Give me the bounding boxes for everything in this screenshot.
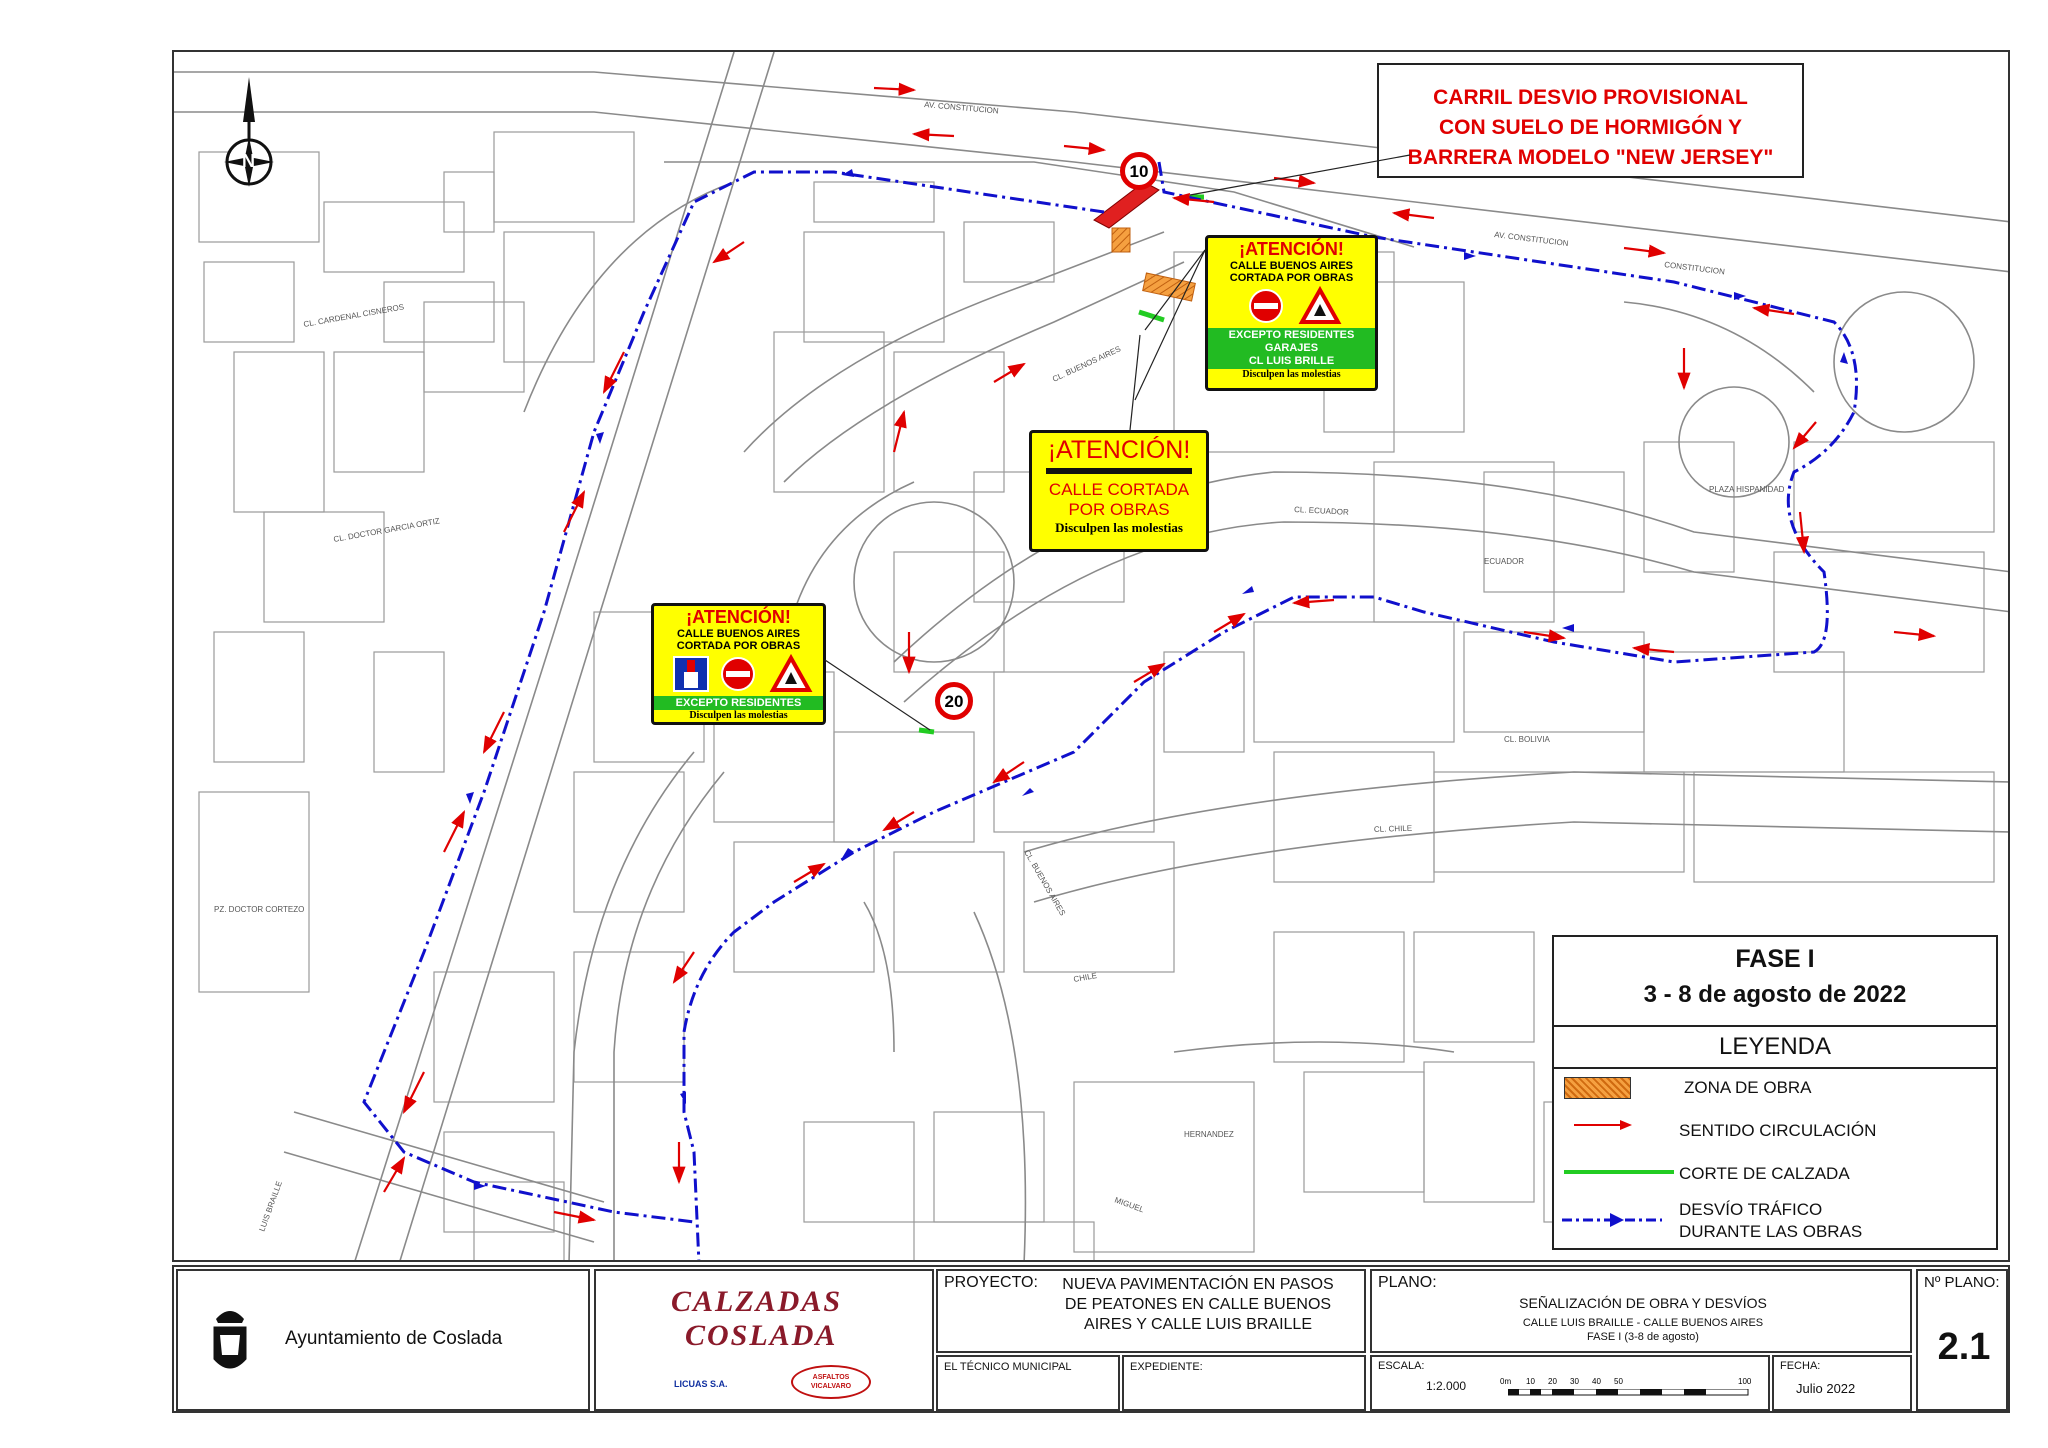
municipality-cell (176, 1269, 590, 1411)
work-zone-swatch (1564, 1077, 1631, 1099)
street-label: CL. BUENOS AIRES (1022, 848, 1068, 918)
street-label: CL. CHILE (1373, 823, 1413, 834)
speed-value: 10 (1129, 162, 1149, 181)
date-cell (1772, 1355, 1912, 1411)
compass-icon (214, 77, 284, 197)
sign-exception-line: EXCEPTO RESIDENTES (1228, 329, 1355, 341)
legend-item-work-zone: ZONA DE OBRA (1684, 1078, 1812, 1097)
street-label: CL. CARDENAL CISNEROS (302, 302, 405, 329)
street-label: CONSTITUCION (1663, 260, 1726, 277)
phase-dates: 3 - 8 de agosto de 2022 (1643, 981, 1907, 1008)
phase-title: FASE I (1735, 945, 1815, 973)
legend-item-closure: CORTE DE CALZADA (1679, 1164, 1850, 1183)
street-label: CL. DOCTOR GARCIA ORTIZ (332, 516, 441, 544)
sign-line: CORTADA POR OBRAS (676, 640, 801, 652)
north-arrow (214, 77, 284, 197)
drawing-title: SEÑALIZACIÓN DE OBRA Y DESVÍOS (1519, 1295, 1767, 1311)
sign-footer: Disculpen las molestias (1055, 520, 1183, 535)
sign-line: CALLE BUENOS AIRES (676, 628, 801, 640)
speed-value: 20 (944, 692, 964, 711)
street-label: MIGUEL (1113, 1195, 1146, 1215)
licuas-logo: LICUAS S.A. (674, 1379, 728, 1389)
scale-label: ESCALA: (1378, 1360, 1425, 1372)
callout-line-1: CARRIL DESVIO PROVISIONAL (1433, 86, 1748, 109)
street-label: HERNANDEZ (1184, 1130, 1234, 1139)
logo-line: CALZADAS (671, 1285, 843, 1318)
sign-title: ¡ATENCIÓN! (1047, 436, 1191, 464)
speed-limit-sign (1120, 152, 1158, 190)
legend-title: LEYENDA (1554, 1025, 1996, 1069)
file-number-cell (1122, 1355, 1366, 1411)
title-block (172, 1265, 2010, 1413)
company-logo-cell (594, 1269, 934, 1411)
sign-bar (1046, 468, 1192, 474)
scale-tick-label: 20 (1548, 1377, 1557, 1386)
detour-line-icon (1562, 1212, 1677, 1228)
street-label: CL. ECUADOR (1293, 505, 1349, 517)
sign-leader (820, 650, 940, 740)
detour-lane-callout (1377, 63, 1804, 178)
sign-exception-line: CL LUIS BRILLE (1248, 355, 1335, 367)
scale-tick-label: 40 (1592, 1377, 1601, 1386)
legend-item-detour-line: DURANTE LAS OBRAS (1679, 1222, 1863, 1241)
scale-tick-label: 50 (1614, 1377, 1623, 1386)
sign-icons (1208, 284, 1375, 328)
street-label: AV. CONSTITUCION (1493, 230, 1569, 249)
scale-tick-label: 10 (1526, 1377, 1535, 1386)
sign-footer: Disculpen las molestias (689, 710, 788, 721)
legend-item-circulation: SENTIDO CIRCULACIÓN (1679, 1121, 1877, 1140)
callout-line-2: CON SUELO DE HORMIGÓN Y (1439, 116, 1742, 139)
callout-leader (1180, 150, 1420, 230)
sign-line: CORTADA POR OBRAS (1229, 272, 1354, 284)
street-label: LUIS BRAILLE (257, 1179, 284, 1233)
municipality-name: Ayuntamiento de Coslada (285, 1328, 503, 1349)
project-cell (936, 1269, 1366, 1353)
company-logo (671, 1285, 871, 1353)
sign-title: ¡ATENCIÓN! (1239, 239, 1344, 259)
sign-footer: Disculpen las molestias (1242, 369, 1341, 380)
street-label: CHILE (1072, 971, 1098, 984)
sign-line: CALLE CORTADA (1048, 480, 1190, 499)
file-number-label: EXPEDIENTE: (1130, 1361, 1203, 1373)
scale-bar-graphic (1508, 1389, 1754, 1397)
callout-line-3: BARRERA MODELO "NEW JERSEY" (1407, 146, 1774, 169)
drawing-subtitle: CALLE LUIS BRAILLE - CALLE BUENOS AIRES (1522, 1317, 1764, 1329)
sign-title: ¡ATENCIÓN! (686, 607, 791, 627)
logo-line: COSLADA (685, 1319, 838, 1352)
drawing-label: PLANO: (1378, 1274, 1437, 1291)
no-entry-icon (1208, 284, 1381, 328)
north-label: N (242, 151, 255, 171)
sign-line: POR OBRAS (1068, 500, 1170, 519)
street-label: CL. BUENOS AIRES (1051, 344, 1123, 384)
street-label-layer (214, 100, 1785, 1233)
street-label: AV. CONSTITUCION (923, 100, 1000, 116)
street-label: PZ. DOCTOR CORTEZO (214, 905, 305, 914)
sign-leader (1120, 330, 1150, 440)
sign-exception-line: GARAJES (1264, 342, 1319, 354)
sign-exception (1208, 328, 1375, 369)
scale-value: 1:2.000 (1426, 1379, 1467, 1393)
street-label: ECUADOR (1484, 557, 1525, 566)
legend-item-detour (1679, 1199, 1862, 1243)
sign-exception: EXCEPTO RESIDENTES (654, 696, 823, 710)
drawing-number: 2.1 (1937, 1326, 1991, 1368)
scale-tick-label: 100 (1738, 1377, 1752, 1386)
scale-cell (1370, 1355, 1770, 1411)
scale-bar (1500, 1377, 1760, 1407)
coat-of-arms-icon (208, 1301, 252, 1381)
scale-tick-label: 30 (1570, 1377, 1579, 1386)
technician-label: EL TÉCNICO MUNICIPAL (944, 1361, 1072, 1373)
legend-item-detour-line: DESVÍO TRÁFICO (1679, 1200, 1823, 1219)
technician-cell (936, 1355, 1120, 1411)
street-label: CL. BOLIVIA (1504, 735, 1550, 744)
legend-box (1552, 935, 1998, 1250)
street-closed-sign (1029, 430, 1209, 552)
drawing-phase: FASE I (3-8 de agosto) (1587, 1331, 1699, 1343)
road-signs-icon (654, 652, 829, 696)
sign-line: CALLE BUENOS AIRES (1229, 260, 1354, 272)
project-title-line: DE PEATONES EN CALLE BUENOS (1064, 1296, 1332, 1313)
asfaltos-text: ASFALTOS VICALVARO (810, 1374, 852, 1390)
speed-limit-sign (935, 682, 973, 720)
closure-sign-top (1205, 235, 1378, 391)
closure-swatch (1564, 1170, 1674, 1174)
project-title-line: AIRES Y CALLE LUIS BRAILLE (1084, 1316, 1312, 1333)
drawing-number-label: Nº PLANO: (1924, 1274, 2000, 1291)
sign-icons (654, 652, 823, 696)
scale-tick-label: 0m (1500, 1377, 1512, 1386)
date-value: Julio 2022 (1796, 1381, 1856, 1396)
date-label: FECHA: (1780, 1360, 1821, 1372)
closure-sign-left (651, 603, 826, 725)
drawing-number-cell (1916, 1269, 2008, 1411)
project-title (1033, 1275, 1363, 1335)
drawing-cell (1370, 1269, 1912, 1353)
arrow-right-icon (1574, 1119, 1634, 1131)
project-label: PROYECTO: (944, 1274, 1038, 1291)
street-label: PLAZA HISPANIDAD (1709, 485, 1785, 494)
asfaltos-logo (791, 1365, 871, 1399)
project-title-line: NUEVA PAVIMENTACIÓN EN PASOS (1062, 1276, 1334, 1293)
